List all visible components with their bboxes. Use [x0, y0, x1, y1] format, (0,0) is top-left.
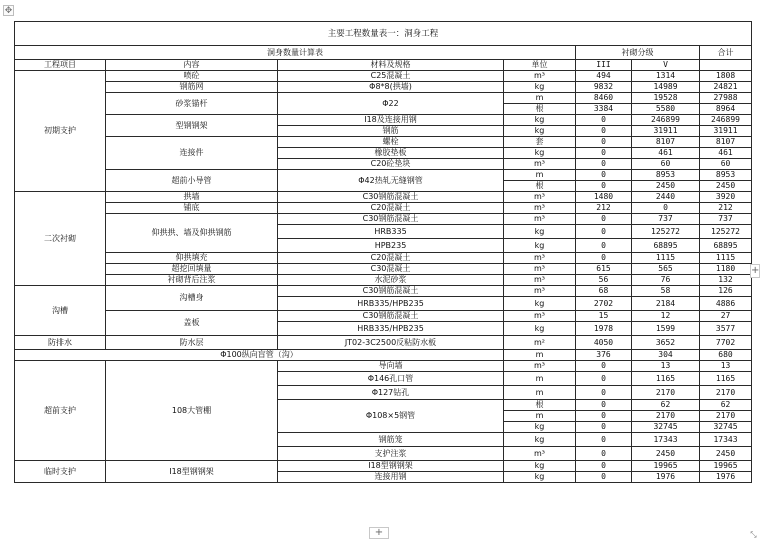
- section-secondary-lining: 二次衬砌: [15, 192, 106, 286]
- material-cell: HPB235: [278, 239, 504, 253]
- table-row: [15, 46, 752, 60]
- material-cell: 导向墙: [278, 361, 504, 372]
- material-cell: HRB335: [278, 225, 504, 239]
- grade5-cell: 2170: [632, 386, 700, 400]
- table-row: [15, 22, 752, 46]
- total-cell: 1115: [700, 253, 752, 264]
- header-grade-3: III: [576, 60, 632, 71]
- unit-cell: kg: [504, 461, 576, 472]
- grade3-cell: 0: [576, 422, 632, 433]
- grade5-cell: 2184: [632, 297, 700, 311]
- header-total: 合计: [700, 46, 752, 60]
- grade3-cell: 0: [576, 137, 632, 148]
- total-cell: 125272: [700, 225, 752, 239]
- material-cell: Φ108×5钢管: [278, 400, 504, 433]
- material-cell: I18及连接用钢: [278, 115, 504, 126]
- grade3-cell: 615: [576, 264, 632, 275]
- table-row: [15, 264, 752, 275]
- table-title: 主要工程数量表一：洞身工程: [15, 22, 752, 46]
- total-cell: 8964: [700, 104, 752, 115]
- material-cell: C20砼垫块: [278, 159, 504, 170]
- material-cell: 钢筋笼: [278, 433, 504, 447]
- total-cell: 1165: [700, 372, 752, 386]
- unit-cell: m³: [504, 159, 576, 170]
- grade3-cell: 494: [576, 71, 632, 82]
- material-cell: Φ127钻孔: [278, 386, 504, 400]
- table-row: [15, 203, 752, 214]
- header-grade-group: 衬砌分级: [576, 46, 700, 60]
- unit-cell: kg: [504, 115, 576, 126]
- content-cell: 108大管棚: [106, 361, 278, 461]
- total-cell: 8953: [700, 170, 752, 181]
- unit-cell: kg: [504, 225, 576, 239]
- content-cell: 仰拱拱、墙及仰拱钢筋: [106, 214, 278, 253]
- header-unit: 单位: [504, 60, 576, 71]
- material-cell: I18型钢钢架: [278, 461, 504, 472]
- content-cell: 衬砌背后注浆: [106, 275, 278, 286]
- total-cell: 461: [700, 148, 752, 159]
- material-cell: Φ8*8(拱墙): [278, 82, 504, 93]
- grade5-cell: 68895: [632, 239, 700, 253]
- grade5-cell: 14989: [632, 82, 700, 93]
- total-cell: 62: [700, 400, 752, 411]
- grade5-cell: 19965: [632, 461, 700, 472]
- material-cell: Φ22: [278, 93, 504, 115]
- unit-cell: m: [504, 411, 576, 422]
- grade5-cell: 1165: [632, 372, 700, 386]
- grade5-cell: 2170: [632, 411, 700, 422]
- table-row: [15, 71, 752, 82]
- content-cell: 砂浆锚杆: [106, 93, 278, 115]
- total-cell: 1180: [700, 264, 752, 275]
- total-cell: 212: [700, 203, 752, 214]
- material-cell: 水泥砂浆: [278, 275, 504, 286]
- material-cell: 连接用钢: [278, 472, 504, 483]
- material-cell: 螺栓: [278, 137, 504, 148]
- total-cell: 737: [700, 214, 752, 225]
- total-cell: 24821: [700, 82, 752, 93]
- grade3-cell: 0: [576, 181, 632, 192]
- unit-cell: m²: [504, 336, 576, 350]
- unit-cell: m³: [504, 311, 576, 322]
- table-row: [15, 350, 752, 361]
- add-row-plus-icon[interactable]: +: [369, 527, 389, 539]
- total-cell: 7702: [700, 336, 752, 350]
- grade5-cell: 1976: [632, 472, 700, 483]
- content-cell: 沟槽身: [106, 286, 278, 311]
- total-cell: 2450: [700, 447, 752, 461]
- grade5-cell: 1115: [632, 253, 700, 264]
- grade5-cell: 8953: [632, 170, 700, 181]
- grade3-cell: 0: [576, 361, 632, 372]
- material-cell: C30钢筋混凝土: [278, 311, 504, 322]
- total-cell: 27: [700, 311, 752, 322]
- grade5-cell: 3652: [632, 336, 700, 350]
- grade5-cell: 2450: [632, 181, 700, 192]
- total-cell: 1808: [700, 71, 752, 82]
- table-row: [15, 60, 752, 71]
- unit-cell: kg: [504, 433, 576, 447]
- grade5-cell: 58: [632, 286, 700, 297]
- unit-cell: m³: [504, 214, 576, 225]
- total-cell: 3920: [700, 192, 752, 203]
- content-cell: I18型钢钢架: [106, 461, 278, 483]
- content-cell: 仰拱填充: [106, 253, 278, 264]
- grade3-cell: 0: [576, 400, 632, 411]
- add-column-plus-icon[interactable]: +: [751, 265, 760, 276]
- section-waterproof: 防排水: [15, 336, 106, 350]
- unit-cell: m³: [504, 447, 576, 461]
- grade3-cell: 1978: [576, 322, 632, 336]
- unit-cell: m³: [504, 286, 576, 297]
- grade3-cell: 56: [576, 275, 632, 286]
- table-move-handle-icon[interactable]: ✥: [4, 6, 13, 16]
- grade5-cell: 8107: [632, 137, 700, 148]
- unit-cell: m³: [504, 192, 576, 203]
- grade3-cell: 8460: [576, 93, 632, 104]
- unit-cell: 根: [504, 181, 576, 192]
- unit-cell: kg: [504, 148, 576, 159]
- grade3-cell: 0: [576, 372, 632, 386]
- total-cell: 246899: [700, 115, 752, 126]
- unit-cell: m: [504, 93, 576, 104]
- unit-cell: kg: [504, 472, 576, 483]
- grade5-cell: 13: [632, 361, 700, 372]
- table-row: [15, 170, 752, 181]
- section-advance-support: 超前支护: [15, 361, 106, 461]
- header-calc-group: 洞身数量计算表: [15, 46, 576, 60]
- header-project: 工程项目: [15, 60, 106, 71]
- unit-cell: 套: [504, 137, 576, 148]
- grade3-cell: 376: [576, 350, 632, 361]
- grade3-cell: 0: [576, 214, 632, 225]
- section-initial-support: 初期支护: [15, 71, 106, 192]
- material-cell: HRB335/HPB235: [278, 297, 504, 311]
- total-cell: 3577: [700, 322, 752, 336]
- grade5-cell: 31911: [632, 126, 700, 137]
- unit-cell: m³: [504, 361, 576, 372]
- unit-cell: 根: [504, 400, 576, 411]
- material-cell: HRB335/HPB235: [278, 322, 504, 336]
- total-cell: 8107: [700, 137, 752, 148]
- table-row: [15, 275, 752, 286]
- grade5-cell: 2440: [632, 192, 700, 203]
- grade3-cell: 0: [576, 115, 632, 126]
- table-row: [15, 137, 752, 148]
- unit-cell: m³: [504, 253, 576, 264]
- total-cell: 27988: [700, 93, 752, 104]
- grade3-cell: 0: [576, 386, 632, 400]
- grade3-cell: 0: [576, 253, 632, 264]
- table-resize-corner-icon[interactable]: ⤡: [750, 530, 757, 539]
- table-row: [15, 336, 752, 350]
- unit-cell: m³: [504, 264, 576, 275]
- total-cell: 68895: [700, 239, 752, 253]
- header-material: 材料及规格: [278, 60, 504, 71]
- table-row: [15, 115, 752, 126]
- grade5-cell: 461: [632, 148, 700, 159]
- material-cell: C20混凝土: [278, 203, 504, 214]
- total-cell: 31911: [700, 126, 752, 137]
- grade3-cell: 0: [576, 148, 632, 159]
- unit-cell: kg: [504, 82, 576, 93]
- total-cell: 2450: [700, 181, 752, 192]
- table-row: [15, 286, 752, 297]
- material-cell: C30钢筋混凝土: [278, 286, 504, 297]
- material-cell: Φ42热轧无缝钢管: [278, 170, 504, 192]
- table-row: [15, 192, 752, 203]
- total-cell: 126: [700, 286, 752, 297]
- material-cell: C30混凝土: [278, 264, 504, 275]
- grade5-cell: 1599: [632, 322, 700, 336]
- material-cell: C25混凝土: [278, 71, 504, 82]
- grade5-cell: 125272: [632, 225, 700, 239]
- total-cell: 2170: [700, 386, 752, 400]
- unit-cell: kg: [504, 239, 576, 253]
- grade3-cell: 0: [576, 225, 632, 239]
- unit-cell: m: [504, 372, 576, 386]
- material-cell: Φ100纵向盲管（沟）: [15, 350, 504, 361]
- total-cell: 132: [700, 275, 752, 286]
- unit-cell: kg: [504, 297, 576, 311]
- header-grade-5: V: [632, 60, 700, 71]
- table-row: [15, 361, 752, 372]
- material-cell: 钢筋: [278, 126, 504, 137]
- content-cell: 铺底: [106, 203, 278, 214]
- content-cell: 盖板: [106, 311, 278, 336]
- grade5-cell: 0: [632, 203, 700, 214]
- material-cell: 橡胶垫板: [278, 148, 504, 159]
- content-cell: 超前小导管: [106, 170, 278, 192]
- unit-cell: m³: [504, 203, 576, 214]
- table-row: [15, 214, 752, 225]
- grade3-cell: 68: [576, 286, 632, 297]
- total-cell: 4886: [700, 297, 752, 311]
- total-cell: 2170: [700, 411, 752, 422]
- content-cell: 拱墙: [106, 192, 278, 203]
- material-cell: 支护注浆: [278, 447, 504, 461]
- grade5-cell: 76: [632, 275, 700, 286]
- unit-cell: m: [504, 350, 576, 361]
- material-cell: C20混凝土: [278, 253, 504, 264]
- unit-cell: kg: [504, 322, 576, 336]
- quantity-table: [14, 21, 752, 483]
- grade3-cell: 4050: [576, 336, 632, 350]
- grade3-cell: 0: [576, 411, 632, 422]
- unit-cell: m³: [504, 71, 576, 82]
- grade3-cell: 0: [576, 170, 632, 181]
- grade5-cell: 32745: [632, 422, 700, 433]
- content-cell: 型钢钢架: [106, 115, 278, 137]
- total-cell: 32745: [700, 422, 752, 433]
- table-row: [15, 82, 752, 93]
- table-row: [15, 461, 752, 472]
- header-total-empty: [700, 60, 752, 71]
- total-cell: 17343: [700, 433, 752, 447]
- grade5-cell: 737: [632, 214, 700, 225]
- grade5-cell: 17343: [632, 433, 700, 447]
- material-cell: C30钢筋混凝土: [278, 192, 504, 203]
- grade3-cell: 0: [576, 126, 632, 137]
- total-cell: 19965: [700, 461, 752, 472]
- section-temp-support: 临时支护: [15, 461, 106, 483]
- section-ditch: 沟槽: [15, 286, 106, 336]
- grade3-cell: 0: [576, 447, 632, 461]
- material-cell: C30钢筋混凝土: [278, 214, 504, 225]
- table-row: [15, 93, 752, 104]
- grade3-cell: 9832: [576, 82, 632, 93]
- grade3-cell: 3384: [576, 104, 632, 115]
- total-cell: 13: [700, 361, 752, 372]
- content-cell: 连接件: [106, 137, 278, 170]
- grade3-cell: 0: [576, 239, 632, 253]
- grade3-cell: 0: [576, 472, 632, 483]
- grade5-cell: 565: [632, 264, 700, 275]
- grade3-cell: 2702: [576, 297, 632, 311]
- table-row: [15, 253, 752, 264]
- grade5-cell: 19528: [632, 93, 700, 104]
- grade5-cell: 1314: [632, 71, 700, 82]
- total-cell: 1976: [700, 472, 752, 483]
- content-cell: 超挖回填量: [106, 264, 278, 275]
- unit-cell: 根: [504, 104, 576, 115]
- unit-cell: kg: [504, 422, 576, 433]
- table-row: [15, 311, 752, 322]
- grade3-cell: 0: [576, 461, 632, 472]
- material-cell: JT02-3C2500反粘防水板: [278, 336, 504, 350]
- grade5-cell: 62: [632, 400, 700, 411]
- unit-cell: m: [504, 170, 576, 181]
- unit-cell: m³: [504, 275, 576, 286]
- grade3-cell: 15: [576, 311, 632, 322]
- grade5-cell: 5580: [632, 104, 700, 115]
- content-cell: 钢筋网: [106, 82, 278, 93]
- grade5-cell: 246899: [632, 115, 700, 126]
- grade3-cell: 0: [576, 433, 632, 447]
- grade5-cell: 12: [632, 311, 700, 322]
- grade3-cell: 212: [576, 203, 632, 214]
- grade5-cell: 2450: [632, 447, 700, 461]
- total-cell: 680: [700, 350, 752, 361]
- grade5-cell: 304: [632, 350, 700, 361]
- total-cell: 60: [700, 159, 752, 170]
- header-content: 内容: [106, 60, 278, 71]
- grade3-cell: 0: [576, 159, 632, 170]
- unit-cell: m: [504, 386, 576, 400]
- grade5-cell: 60: [632, 159, 700, 170]
- content-cell: 喷砼: [106, 71, 278, 82]
- material-cell: Φ146孔口管: [278, 372, 504, 386]
- grade3-cell: 1480: [576, 192, 632, 203]
- unit-cell: kg: [504, 126, 576, 137]
- content-cell: 防水层: [106, 336, 278, 350]
